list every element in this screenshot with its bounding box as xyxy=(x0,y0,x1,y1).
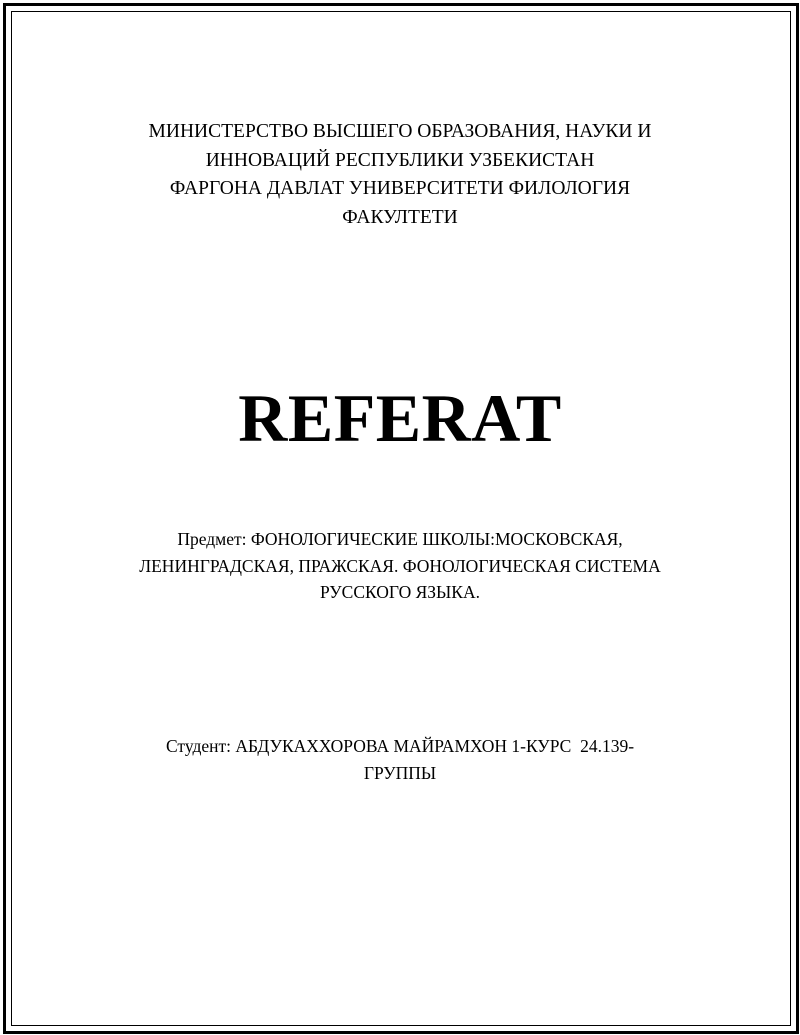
student-line: ГРУППЫ xyxy=(363,762,437,783)
header-line: ФАКУЛТЕТИ xyxy=(342,206,458,228)
subject-line: Предмет: ФОНОЛОГИЧЕСКИЕ ШКОЛЫ:МОСКОВСКАЯ, xyxy=(177,529,623,549)
subject-line: РУССКОГО ЯЗЫКА. xyxy=(320,582,480,602)
header-line: ФАРГОНА ДАВЛАТ УНИВЕРСИТЕТИ ФИЛОЛОГИЯ xyxy=(169,178,631,199)
student-block xyxy=(0,733,800,786)
document-title: REFERAT xyxy=(238,380,562,456)
institution-header xyxy=(0,118,800,232)
subject-line: ЛЕНИНГРАДСКАЯ, ПРАЖСКАЯ. ФОНОЛОГИЧЕСКАЯ СИСТЕМА xyxy=(139,555,661,576)
student-line: Студент: АБДУКАХХОРОВА МАЙРАМХОН 1-КУРС 24.139- xyxy=(165,736,635,756)
subject-block xyxy=(0,526,800,606)
header-line: МИНИСТЕРСТВО ВЫСШЕГО ОБРАЗОВАНИЯ, НАУКИ И xyxy=(148,121,652,142)
header-line: ИННОВАЦИЙ РЕСПУБЛИКИ УЗБЕКИСТАН xyxy=(205,149,595,171)
